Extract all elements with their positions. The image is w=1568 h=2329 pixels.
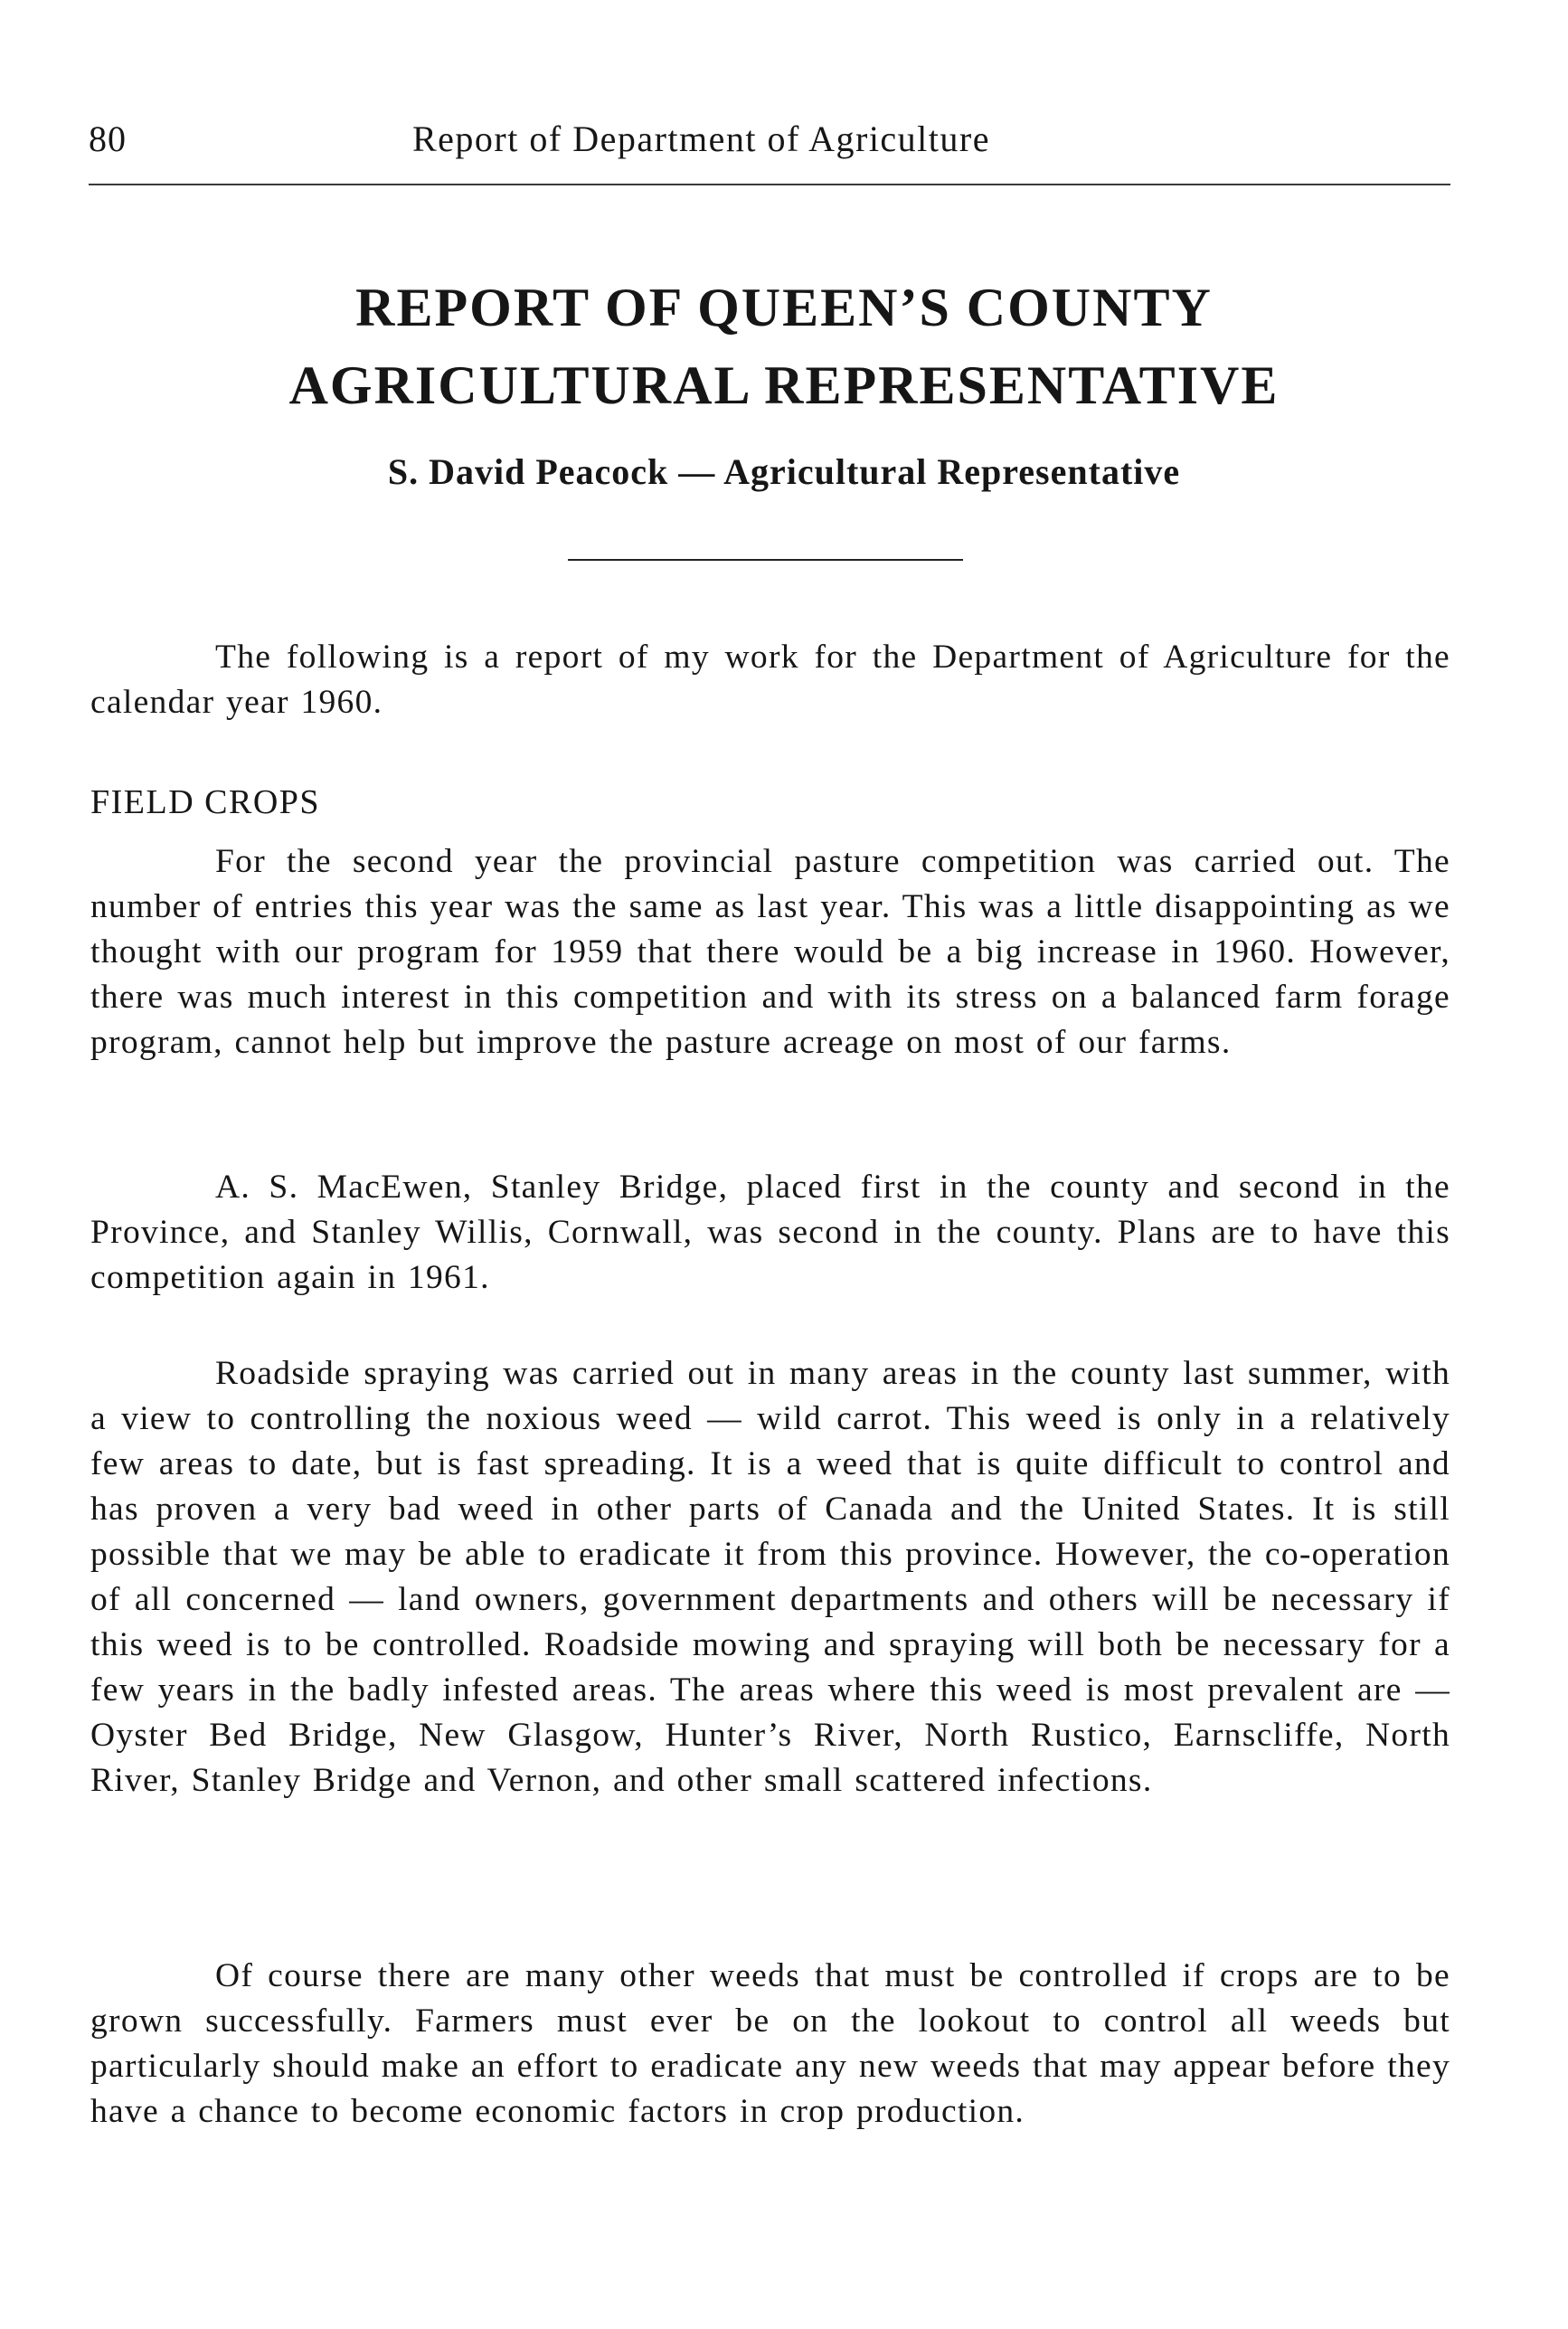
report-title-line-2: AGRICULTURAL REPRESENTATIVE [288, 355, 1280, 415]
running-head-rule [89, 184, 1450, 185]
body-paragraph-4: Of course there are many other weeds that must be controlled if crops are to be grown successfully. Farmers must ever be on the lookout to control all weeds but particularly should make an effort to eradicate any new weeds that may appear before they have a chance to become economic factors in crop production. [90, 1957, 1450, 2130]
page-number: 80 [89, 118, 127, 159]
running-head-title: Report of Department of Agriculture [412, 118, 990, 159]
section-heading-field-crops: FIELD CROPS [90, 783, 321, 821]
report-title-line-1: REPORT OF QUEEN’S COUNTY [355, 278, 1213, 337]
body-paragraph-2: A. S. MacEwen, Stanley Bridge, placed first in the county and second in the Province, and Stanley Willis, Cornwall, was second in the county. Plans are to have this competition again in 1961. [90, 1169, 1450, 1296]
intro-paragraph: The following is a report of my work for the Department of Agriculture for the calendar year 1960. [90, 639, 1450, 721]
running-head [89, 118, 1450, 168]
body-paragraph-3: Roadside spraying was carried out in many areas in the county last summer, with a view to controlling the noxious weed — wild carrot. This weed is only in a relatively few areas to date, but is fast spreading. It is a weed that is quite difficult to control and has proven a very bad weed in other parts of Canada and the United States. It is still possible that we may be able to eradicate it from this province. However, the co-operation of all concerned — land owners, government departments and others will be necessary if this weed is to be controlled. Roadside mowing and spraying will both be necessary for a few years in the badly infested areas. The areas where this weed is most prevalent are — Oyster Bed Bridge, New Glasgow, Hunter’s River, North Rustico, Earnscliffe, North River, Stanley Bridge and Vernon, and other small scattered infections. [90, 1355, 1450, 1799]
author-byline: S. David Peacock — Agricultural Representative [387, 451, 1181, 492]
body-paragraph-1: For the second year the provincial pasture competition was carried out. The number of entries this year was the same as last year. This was a little disappointing as we thought with our program for 1959 that there would be a big increase in 1960. However, there was much interest in this competition and with its stress on a balanced farm forage program, cannot help but improve the pasture acreage on most of our farms. [90, 843, 1450, 1061]
title-divider [568, 559, 963, 561]
